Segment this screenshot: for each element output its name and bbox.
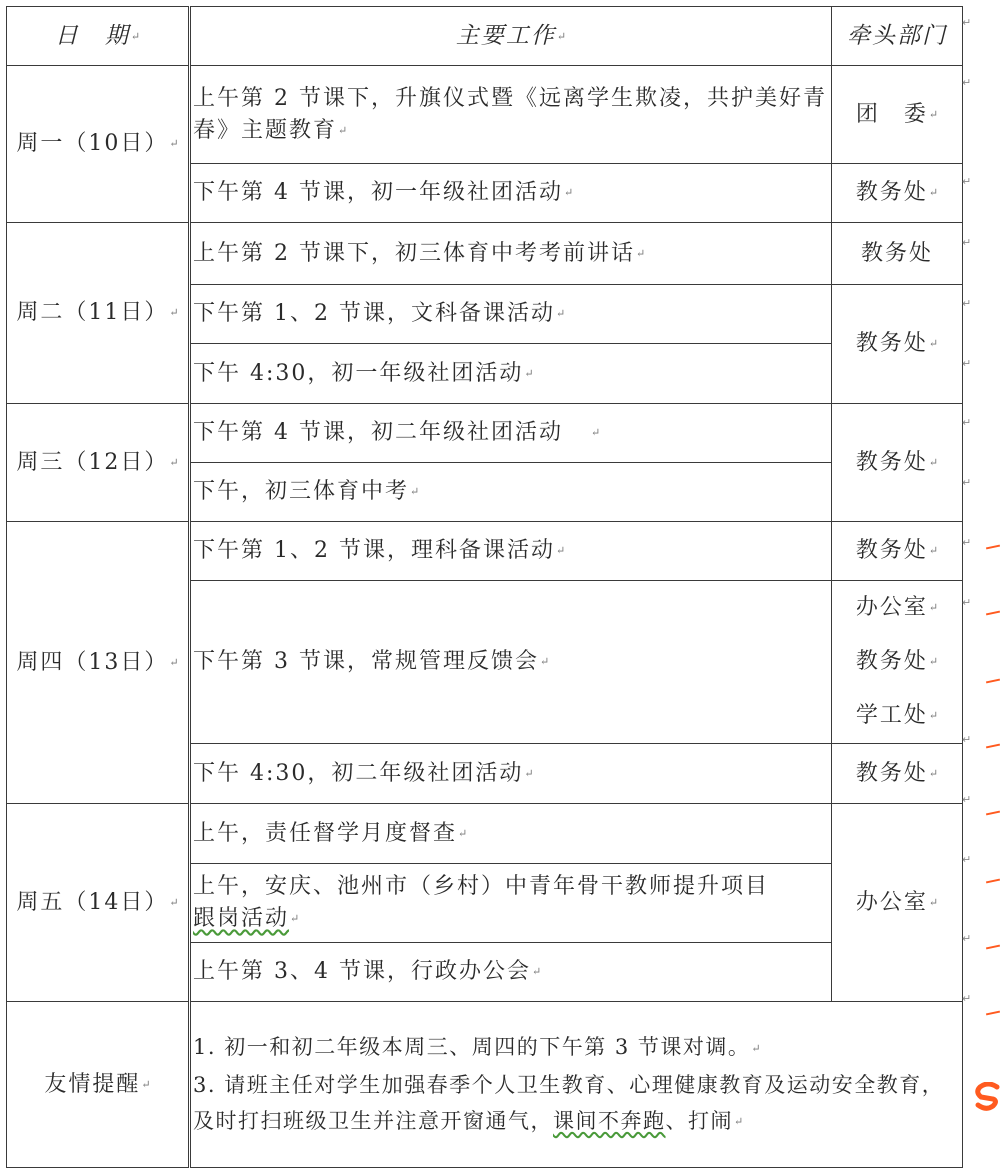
return-arrow-icon: ↵ xyxy=(928,337,939,350)
orange-tick-mark xyxy=(986,1011,1000,1016)
table-row xyxy=(7,804,963,864)
dept-label: 教务处 xyxy=(860,240,933,266)
return-arrow-icon: ↵ xyxy=(928,895,939,909)
work-item: 下午第 3 节课，常规管理反馈会 xyxy=(193,649,539,674)
dept-label: 学工处 xyxy=(855,703,928,728)
return-arrow-icon: ↵ xyxy=(928,455,939,469)
dept-label: 办公室 xyxy=(855,889,928,915)
day-cell-fri xyxy=(7,804,190,1002)
return-arrow-icon: ↵ xyxy=(169,455,179,469)
orange-tick-mark xyxy=(986,611,1000,616)
dept-cell xyxy=(832,404,963,522)
day-label: 周五（14日） xyxy=(16,889,169,915)
day-cell-tue xyxy=(7,223,190,404)
dept-label: 教务处 xyxy=(855,331,928,356)
table-row xyxy=(7,404,963,463)
return-arrow-icon: ↵ xyxy=(734,1115,744,1128)
return-arrow-icon: ↵ xyxy=(962,853,972,866)
dept-cell xyxy=(832,223,963,285)
return-arrow-icon: ↵ xyxy=(962,536,972,549)
work-cell xyxy=(190,164,832,223)
return-arrow-icon: ↵ xyxy=(531,965,542,978)
work-cell xyxy=(190,463,832,522)
work-cell xyxy=(190,344,832,404)
work-item: 上午第 2 节课下，升旗仪式暨《远离学生欺凌，共护美好青春》主题教育 xyxy=(193,85,827,143)
work-item: 上午第 3、4 节课，行政办公会 xyxy=(193,959,531,984)
work-cell xyxy=(190,285,832,344)
dept-cell xyxy=(832,581,963,744)
return-arrow-icon: ↵ xyxy=(458,826,468,840)
work-item-continued: 跟岗活动 xyxy=(193,906,290,931)
dept-cell xyxy=(832,744,963,804)
day-label: 周一（10日） xyxy=(16,131,169,156)
day-label: 周四（13日） xyxy=(16,649,169,675)
orange-tick-mark xyxy=(986,679,1000,684)
dept-cell xyxy=(832,804,963,1002)
work-item: 下午第 1、2 节课，理科备课活动 xyxy=(193,538,555,563)
table-row xyxy=(7,223,963,285)
return-arrow-icon: ↵ xyxy=(962,992,972,1005)
orange-tick-mark xyxy=(986,545,1000,550)
day-cell-wed xyxy=(7,404,190,522)
return-arrow-icon: ↵ xyxy=(928,766,939,780)
work-item: 下午 4:30，初一年级社团活动 xyxy=(193,360,524,386)
day-cell-thu xyxy=(7,522,190,804)
orange-tick-mark xyxy=(986,945,1000,950)
work-cell xyxy=(190,404,832,463)
reminder-text-underlined: 课间不奔跑 xyxy=(553,1108,666,1133)
return-arrow-icon: ↵ xyxy=(751,1041,761,1055)
sogou-logo-icon xyxy=(975,1082,1000,1112)
return-arrow-icon: ↵ xyxy=(928,186,939,199)
right-margin-marks xyxy=(962,0,1000,1151)
schedule-table xyxy=(6,6,963,1168)
return-arrow-icon: ↵ xyxy=(928,601,939,614)
table-row xyxy=(7,522,963,581)
work-cell xyxy=(190,66,832,164)
return-arrow-icon: ↵ xyxy=(555,544,566,557)
return-arrow-icon: ↵ xyxy=(928,709,939,722)
return-arrow-icon: ↵ xyxy=(141,1077,151,1091)
header-work-cell xyxy=(190,7,832,66)
return-arrow-icon: ↵ xyxy=(169,895,179,909)
dept-cell xyxy=(832,164,963,223)
work-item: 下午第 1、2 节课，文科备课活动 xyxy=(193,301,555,326)
work-item: 上午，责任督学月度督查 xyxy=(193,820,458,846)
header-row xyxy=(7,7,963,66)
day-label: 周三（12日） xyxy=(16,449,169,475)
header-date-label: 日 期 xyxy=(54,22,130,49)
work-cell xyxy=(190,522,832,581)
return-arrow-icon: ↵ xyxy=(962,793,972,806)
return-arrow-icon: ↵ xyxy=(555,307,566,320)
return-arrow-icon: ↵ xyxy=(928,655,939,668)
return-arrow-icon: ↵ xyxy=(928,107,939,121)
dept-cell xyxy=(832,522,963,581)
orange-tick-mark xyxy=(986,811,1000,816)
return-arrow-icon: ↵ xyxy=(130,29,141,43)
return-arrow-icon: ↵ xyxy=(524,766,534,780)
return-arrow-icon: ↵ xyxy=(338,123,348,137)
return-arrow-icon: ↵ xyxy=(410,485,420,498)
dept-label: 教务处 xyxy=(855,649,928,674)
work-item: 下午第 4 节课，初二年级社团活动 xyxy=(193,420,563,445)
header-work-label: 主要工作 xyxy=(455,22,556,49)
return-arrow-icon: ↵ xyxy=(962,236,972,249)
work-cell xyxy=(190,223,832,285)
dept-line xyxy=(834,689,960,743)
reminder-text-cell xyxy=(190,1002,963,1168)
reminder-text: 3. 请班主任对学生加强春季个人卫生教育、心理健康教育及运动安全教育，及时打扫班级卫生并注意开窗通气， xyxy=(193,1072,945,1133)
dept-label: 教务处 xyxy=(855,538,928,563)
return-arrow-icon: ↵ xyxy=(591,426,601,439)
return-arrow-icon: ↵ xyxy=(962,596,972,609)
reminder-text: 1. 初一和初二年级本周三、周四的下午第 3 节课对调。 xyxy=(193,1035,751,1059)
return-arrow-icon: ↵ xyxy=(962,175,972,188)
work-item: 下午，初三体育中考 xyxy=(193,479,410,504)
day-label: 周二（11日） xyxy=(16,300,169,325)
orange-tick-mark xyxy=(986,879,1000,884)
dept-cell xyxy=(832,66,963,164)
return-arrow-icon: ↵ xyxy=(928,544,939,557)
return-arrow-icon: ↵ xyxy=(169,306,179,319)
dept-line xyxy=(834,581,960,635)
return-arrow-icon: ↵ xyxy=(962,76,972,89)
work-item: 下午第 4 节课，初一年级社团活动 xyxy=(193,180,563,205)
work-item: 上午第 2 节课下，初三体育中考考前讲话 xyxy=(193,240,635,266)
header-dept-cell xyxy=(832,7,963,66)
work-item: 上午，安庆、池州市（乡村）中青年骨干教师提升项目 xyxy=(193,874,770,899)
work-cell xyxy=(190,804,832,864)
dept-label: 办公室 xyxy=(855,595,928,620)
return-arrow-icon: ↵ xyxy=(962,297,972,310)
work-cell xyxy=(190,864,832,943)
reminder-label: 友情提醒 xyxy=(44,1071,141,1097)
reminder-line xyxy=(193,1029,960,1067)
work-cell xyxy=(190,581,832,744)
return-arrow-icon: ↵ xyxy=(290,912,300,925)
table-row xyxy=(7,66,963,164)
return-arrow-icon: ↵ xyxy=(962,476,972,489)
return-arrow-icon: ↵ xyxy=(962,16,972,29)
work-cell xyxy=(190,943,832,1002)
dept-label: 教务处 xyxy=(855,760,928,786)
header-dept-label: 牵头部门 xyxy=(847,23,947,49)
dept-line xyxy=(834,635,960,689)
return-arrow-icon: ↵ xyxy=(169,655,179,669)
return-arrow-icon: ↵ xyxy=(962,733,972,746)
return-arrow-icon: ↵ xyxy=(169,137,179,150)
return-arrow-icon: ↵ xyxy=(962,416,972,429)
reminder-label-cell xyxy=(7,1002,190,1168)
day-cell-mon xyxy=(7,66,190,223)
reminder-row xyxy=(7,1002,963,1168)
return-arrow-icon: ↵ xyxy=(636,246,646,260)
return-arrow-icon: ↵ xyxy=(962,932,972,945)
header-date-cell xyxy=(7,7,190,66)
dept-cell xyxy=(832,285,963,404)
work-item: 下午 4:30，初二年级社团活动 xyxy=(193,760,524,786)
return-arrow-icon: ↵ xyxy=(564,186,574,199)
return-arrow-icon: ↵ xyxy=(962,357,972,370)
return-arrow-icon: ↵ xyxy=(539,655,550,668)
dept-label: 教务处 xyxy=(855,180,928,205)
dept-label: 团 委 xyxy=(855,101,928,127)
dept-label: 教务处 xyxy=(855,449,928,475)
return-arrow-icon: ↵ xyxy=(524,366,534,380)
reminder-text: 、打闹 xyxy=(665,1108,733,1133)
return-arrow-icon: ↵ xyxy=(556,29,567,43)
reminder-line xyxy=(193,1067,960,1141)
work-cell xyxy=(190,744,832,804)
orange-tick-mark xyxy=(986,744,1000,749)
